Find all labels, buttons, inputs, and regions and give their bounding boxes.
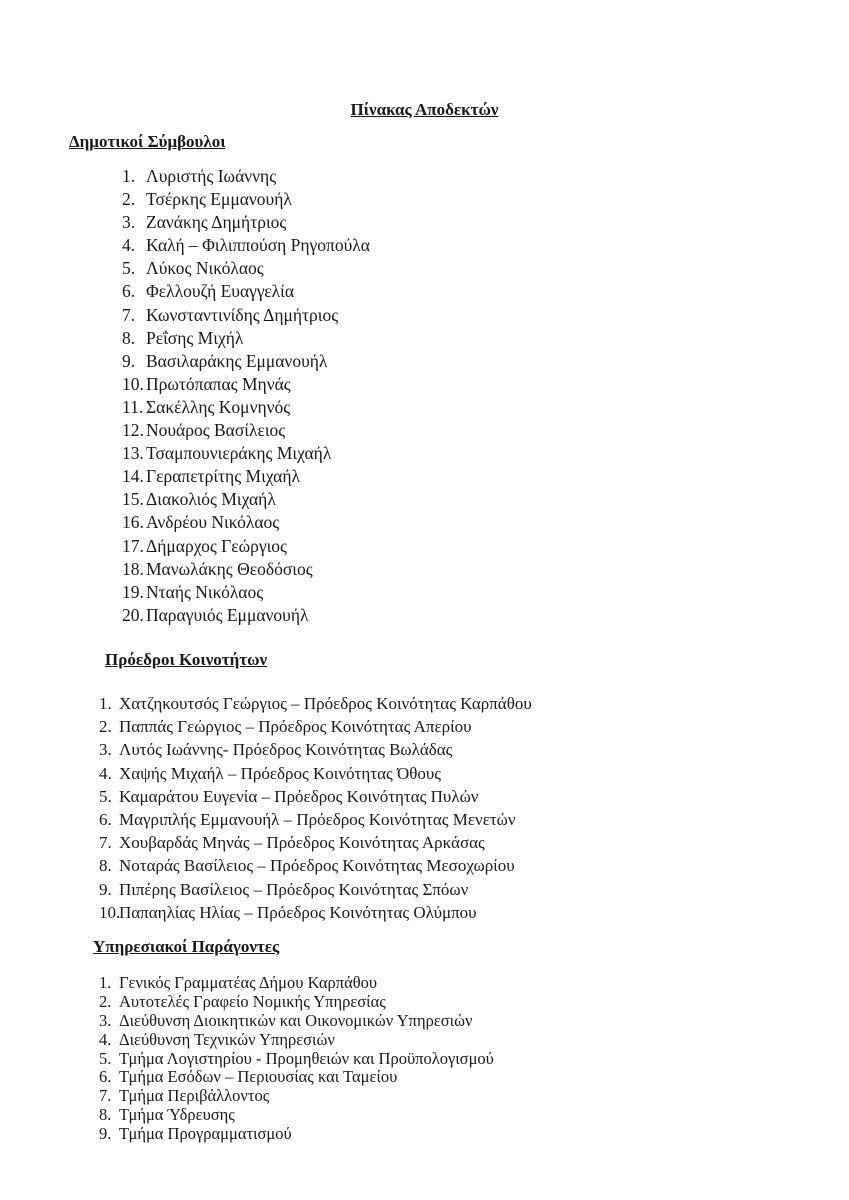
list-item — [122, 234, 370, 257]
item-number: 4. — [99, 1029, 112, 1049]
list-item — [99, 1050, 494, 1069]
list-item — [99, 854, 532, 877]
item-number: 7. — [122, 304, 136, 325]
item-text: Γενικός Γραμματέας Δήμου Καρπάθου — [119, 973, 378, 992]
list-item — [122, 304, 370, 327]
item-text: Νταής Νικόλαος — [146, 581, 264, 602]
item-number: 14. — [122, 466, 144, 487]
item-number: 9. — [99, 1124, 112, 1144]
item-text: Τμήμα Περιβάλλοντος — [119, 1086, 270, 1106]
item-number: 6. — [99, 1067, 112, 1087]
item-number: 1. — [99, 694, 112, 713]
item-text: Χαψής Μιχαήλ – Πρόεδρος Κοινότητας Όθους — [119, 763, 442, 783]
item-text: Ρεΐσης Μιχήλ — [146, 327, 244, 348]
list-item — [99, 901, 532, 924]
list-item — [122, 511, 370, 534]
item-number: 5. — [99, 1048, 112, 1068]
presidents-list — [99, 692, 532, 924]
list-item — [99, 1125, 494, 1144]
item-number: 4. — [122, 235, 136, 256]
list-item — [122, 419, 370, 442]
list-item — [122, 488, 370, 511]
item-text: Νοταράς Βασίλειος – Πρόεδρος Κοινότητας Μεσοχωρίου — [119, 856, 515, 876]
item-number: 3. — [99, 1010, 112, 1030]
item-text: Λύκος Νικόλαος — [146, 258, 264, 279]
item-text: Αυτοτελές Γραφείο Νομικής Υπηρεσίας — [119, 991, 386, 1011]
item-number: 1. — [99, 973, 112, 992]
item-number: 8. — [99, 1105, 112, 1125]
list-item — [99, 692, 532, 715]
item-text: Καμαράτου Ευγενία – Πρόεδρος Κοινότητας Πυλών — [119, 786, 479, 806]
item-number: 16. — [122, 512, 144, 533]
item-number: 6. — [99, 809, 112, 829]
item-text: Πρωτόπαπας Μηνάς — [146, 373, 291, 394]
item-number: 8. — [99, 856, 112, 876]
item-text: Πιπέρης Βασίλειος – Πρόεδρος Κοινότητας Σπόων — [119, 879, 469, 899]
list-item — [122, 327, 370, 350]
item-number: 10. — [99, 902, 121, 922]
list-item — [99, 808, 532, 831]
list-item — [99, 1012, 494, 1031]
list-item — [122, 465, 370, 488]
services-list — [99, 974, 494, 1144]
councillors-list — [122, 165, 370, 627]
list-item — [99, 1106, 494, 1125]
item-number: 8. — [122, 327, 136, 348]
item-text: Τμήμα Ύδρευσης — [119, 1105, 235, 1125]
list-item — [99, 878, 532, 901]
document-title: Πίνακας Αποδεκτών — [350, 100, 499, 119]
item-number: 12. — [122, 420, 144, 441]
services-heading: Υπηρεσιακοί Παράγοντες — [93, 937, 280, 956]
item-text: Χουβαρδάς Μηνάς – Πρόεδρος Κοινότητας Αρκάσας — [119, 833, 485, 853]
item-number: 13. — [122, 443, 144, 464]
list-item — [99, 974, 494, 993]
list-item — [99, 1031, 494, 1050]
item-text: Διεύθυνση Διοικητικών και Οικονομικών Υπηρεσιών — [119, 1010, 473, 1030]
list-item — [99, 785, 532, 808]
item-number: 6. — [122, 281, 136, 302]
item-text: Παπαηλίας Ηλίας – Πρόεδρος Κοινότητας Ολύμπου — [119, 902, 477, 922]
presidents-heading: Πρόεδροι Κοινοτήτων — [105, 650, 268, 669]
item-number: 18. — [122, 558, 144, 579]
item-number: 11. — [122, 396, 144, 417]
list-item — [122, 373, 370, 396]
item-number: 9. — [99, 879, 112, 899]
item-text: Ζανάκης Δημήτριος — [146, 212, 287, 233]
list-item — [122, 350, 370, 373]
item-number: 3. — [99, 740, 112, 760]
item-text: Τμήμα Λογιστηρίου - Προμηθειών και Προϋπολογισμού — [119, 1048, 494, 1068]
item-number: 2. — [122, 189, 136, 210]
list-item — [122, 396, 370, 419]
item-text: Καλή – Φιλιππούση Ρηγοπούλα — [146, 235, 370, 256]
list-item — [122, 558, 370, 581]
item-number: 7. — [99, 1086, 112, 1106]
item-number: 19. — [122, 581, 144, 602]
item-text: Τσαμπουνιεράκης Μιχαήλ — [146, 443, 332, 464]
item-text: Τμήμα Προγραμματισμού — [119, 1124, 292, 1144]
item-text: Γεραπετρίτης Μιχαήλ — [146, 466, 300, 487]
item-text: Διακολιός Μιχαήλ — [146, 489, 276, 510]
item-text: Μαγριπλής Εμμανουήλ – Πρόεδρος Κοινότητας Μενετών — [119, 809, 516, 829]
list-item — [99, 1087, 494, 1106]
list-item — [122, 165, 370, 188]
item-text: Ανδρέου Νικόλαος — [146, 512, 280, 533]
list-item — [99, 738, 532, 761]
item-text: Δήμαρχος Γεώργιος — [146, 535, 287, 556]
list-item — [99, 715, 532, 738]
list-item — [122, 535, 370, 558]
item-text: Φελλουζή Ευαγγελία — [146, 281, 295, 302]
item-text: Νουάρος Βασίλειος — [146, 420, 286, 441]
item-number: 20. — [122, 604, 144, 625]
list-item — [99, 762, 532, 785]
item-number: 3. — [122, 212, 136, 233]
item-text: Διεύθυνση Τεχνικών Υπηρεσιών — [119, 1029, 335, 1049]
item-number: 7. — [99, 833, 112, 853]
item-number: 2. — [99, 991, 112, 1011]
list-item — [122, 442, 370, 465]
item-text: Κωνσταντινίδης Δημήτριος — [146, 304, 339, 325]
item-text: Βασιλαράκης Εμμανουήλ — [146, 350, 328, 371]
item-number: 2. — [99, 717, 112, 737]
list-item — [122, 581, 370, 604]
item-text: Τσέρκης Εμμανουήλ — [146, 189, 292, 210]
list-item — [122, 188, 370, 211]
list-item — [122, 604, 370, 627]
item-number: 5. — [99, 786, 112, 806]
item-text: Σακέλλης Κομνηνός — [146, 396, 291, 417]
item-number: 4. — [99, 763, 112, 783]
item-text: Χατζηκουτσός Γεώργιος – Πρόεδρος Κοινότητας Καρπάθου — [119, 694, 532, 713]
list-item — [122, 211, 370, 234]
item-text: Λυτός Ιωάννης- Πρόεδρος Κοινότητας Βωλάδας — [119, 740, 453, 760]
item-text: Παραγυιός Εμμανουήλ — [146, 604, 309, 625]
list-item — [99, 831, 532, 854]
item-text: Τμήμα Εσόδων – Περιουσίας και Ταμείου — [119, 1067, 398, 1087]
councillors-heading: Δημοτικοί Σύμβουλοι — [69, 132, 226, 151]
item-number: 1. — [122, 166, 136, 186]
item-number: 5. — [122, 258, 136, 279]
item-number: 17. — [122, 535, 144, 556]
list-item — [122, 257, 370, 280]
item-text: Λυριστής Ιωάννης — [146, 166, 277, 186]
item-text: Μανωλάκης Θεοδόσιος — [146, 558, 313, 579]
list-item — [99, 1068, 494, 1087]
item-number: 10. — [122, 373, 144, 394]
item-number: 9. — [122, 350, 136, 371]
item-text: Παππάς Γεώργιος – Πρόεδρος Κοινότητας Απερίου — [119, 717, 472, 737]
list-item — [99, 993, 494, 1012]
item-number: 15. — [122, 489, 144, 510]
list-item — [122, 280, 370, 303]
